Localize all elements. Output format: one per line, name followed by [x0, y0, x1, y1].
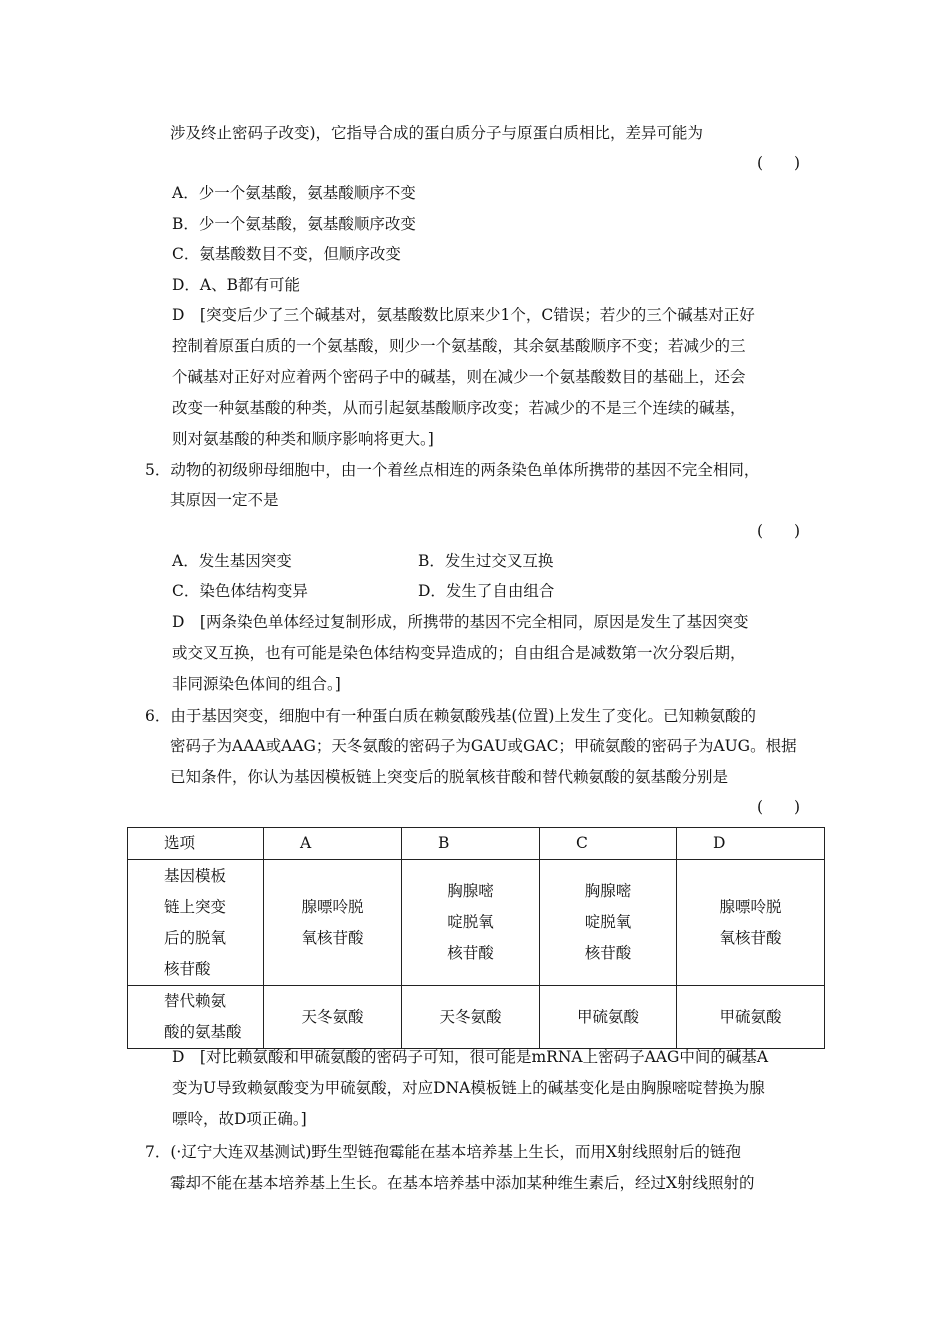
q5-option-b: B．发生过交叉互换: [418, 552, 554, 570]
table-row-label: 基因模板 链上突变 后的脱氧 核苷酸: [128, 860, 264, 986]
q4-option-a: A．少一个氨基酸，氨基酸顺序不变: [172, 184, 416, 202]
q6-explanation-line: D [对比赖氨酸和甲硫氨酸的密码子可知，很可能是mRNA上密码子AAG中间的碱基A: [172, 1048, 769, 1066]
q4-stem-continuation: 涉及终止密码子改变)，它指导合成的蛋白质分子与原蛋白质相比，差异可能为: [170, 124, 704, 142]
q4-explanation-line: 个碱基对正好对应着两个密码子中的碱基，则在减少一个氨基酸数目的基础上，还会: [172, 368, 746, 386]
q5-stem-line: 5．动物的初级卵母细胞中，由一个着丝点相连的两条染色单体所携带的基因不完全相同，: [145, 461, 760, 479]
q7-stem-line: 7．(·辽宁大连双基测试)野生型链孢霉能在基本培养基上生长，而用X射线照射后的链孢: [145, 1143, 741, 1161]
table-header-cell: B: [402, 828, 540, 860]
table-cell: 腺嘌呤脱 氧核苷酸: [264, 860, 402, 986]
q5-answer-bracket: ( ): [757, 522, 801, 540]
table-header-row: [128, 828, 825, 860]
q7-stem-line: 霉却不能在基本培养基上生长。在基本培养基中添加某种维生素后，经过X射线照射的: [170, 1174, 755, 1192]
table-header-cell: D: [677, 828, 825, 860]
table-cell: 胸腺嘧 啶脱氧 核苷酸: [540, 860, 677, 986]
q5-stem-line: 其原因一定不是: [170, 491, 279, 509]
q4-option-d: D．A、B都有可能: [172, 276, 301, 294]
q4-option-b: B．少一个氨基酸，氨基酸顺序改变: [172, 215, 416, 233]
table-row: [128, 986, 825, 1049]
q5-explanation-line: D [两条染色单体经过复制形成，所携带的基因不完全相同，原因是发生了基因突变: [172, 613, 749, 631]
q6-options-table: [127, 827, 825, 1049]
q5-option-d: D．发生了自由组合: [418, 582, 555, 600]
table-row-label: 替代赖氨 酸的氨基酸: [128, 986, 264, 1049]
q6-explanation-line: 嘌呤，故D项正确。]: [172, 1110, 307, 1128]
q6-stem-line: 已知条件，你认为基因模板链上突变后的脱氧核苷酸和替代赖氨酸的氨基酸分别是: [170, 768, 729, 786]
table-header-cell: C: [540, 828, 677, 860]
table-cell: 天冬氨酸: [264, 986, 402, 1049]
table-cell: 甲硫氨酸: [540, 986, 677, 1049]
table-cell: 胸腺嘧 啶脱氧 核苷酸: [402, 860, 540, 986]
q4-explanation-line: 则对氨基酸的种类和顺序影响将更大。]: [172, 430, 434, 448]
q4-explanation-line: D [突变后少了三个碱基对，氨基酸数比原来少1个，C错误；若少的三个碱基对正好: [172, 306, 755, 324]
q6-explanation-line: 变为U导致赖氨酸变为甲硫氨酸，对应DNA模板链上的碱基变化是由胸腺嘧啶替换为腺: [172, 1079, 765, 1097]
q6-answer-bracket: ( ): [757, 798, 801, 816]
q4-answer-bracket: ( ): [757, 154, 801, 172]
q5-explanation-line: 或交叉互换，也有可能是染色体结构变异造成的；自由组合是减数第一次分裂后期，: [172, 644, 746, 662]
table-cell: 腺嘌呤脱 氧核苷酸: [677, 860, 825, 986]
q5-explanation-line: 非同源染色体间的组合。]: [172, 675, 341, 693]
q4-explanation-line: 控制着原蛋白质的一个氨基酸，则少一个氨基酸，其余氨基酸顺序不变；若减少的三: [172, 337, 746, 355]
table-cell: 天冬氨酸: [402, 986, 540, 1049]
q4-option-c: C．氨基酸数目不变，但顺序改变: [172, 245, 401, 263]
q5-option-a: A．发生基因突变: [172, 552, 292, 570]
table-header-cell: 选项: [128, 828, 264, 860]
q6-stem-line: 密码子为AAA或AAG；天冬氨酸的密码子为GAU或GAC；甲硫氨酸的密码子为AUG。根据: [170, 737, 797, 755]
table-row: [128, 860, 825, 986]
table-header-cell: A: [264, 828, 402, 860]
q5-option-c: C．染色体结构变异: [172, 582, 308, 600]
q4-explanation-line: 改变一种氨基酸的种类，从而引起氨基酸顺序改变；若减少的不是三个连续的碱基，: [172, 399, 746, 417]
q6-stem-line: 6．由于基因突变，细胞中有一种蛋白质在赖氨酸残基(位置)上发生了变化。已知赖氨酸的: [145, 707, 756, 725]
table-cell: 甲硫氨酸: [677, 986, 825, 1049]
